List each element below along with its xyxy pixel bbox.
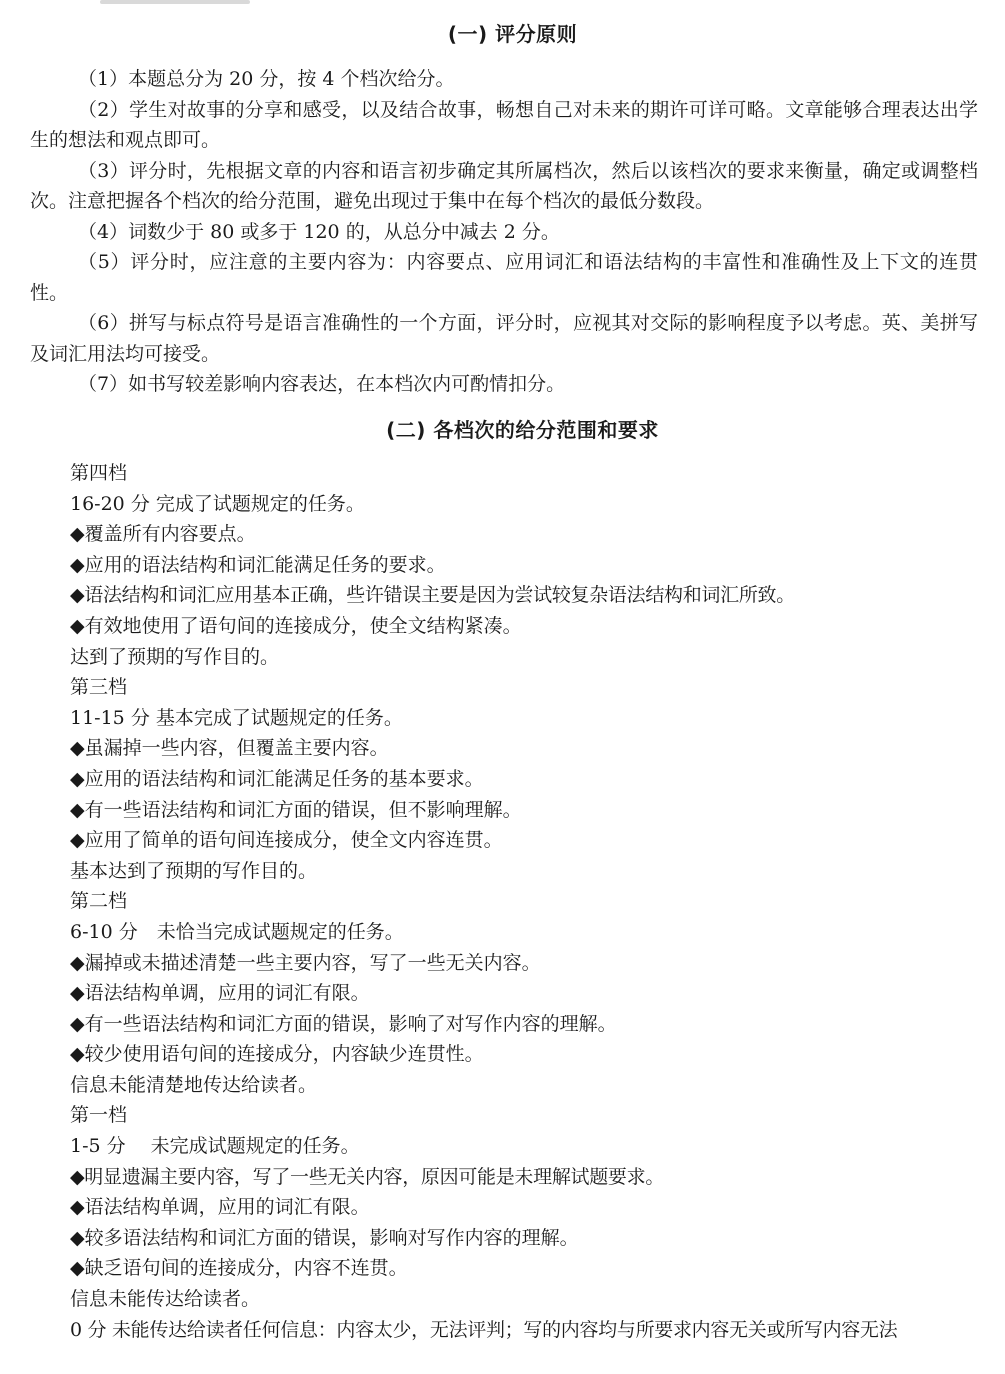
band-bullet: ◆有一些语法结构和词汇方面的错误，但不影响理解。 [70, 798, 522, 821]
band-bullet: ◆较少使用语句间的连接成分，内容缺少连贯性。 [70, 1043, 484, 1066]
score-bands-list [70, 458, 980, 1345]
band-name: 第二档 [70, 890, 128, 913]
principle-item-7: （7）如书写较差影响内容表达，在本档次内可酌情扣分。 [78, 373, 566, 395]
principle-item-3: （3）评分时，先根据文章的内容和语言初步确定其所属档次，然后以该档次的要求来衡量，确定或调整档次。注意把握各个档次的给分范围，避免出现过于集中在每个档次的最低分数段。 [30, 159, 978, 212]
band-name: 第四档 [70, 462, 128, 484]
band-score-line: 6-10 分 未恰当完成试题规定的任务。 [70, 920, 404, 943]
band-score-line: 11-15 分 基本完成了试题规定的任务。 [70, 706, 403, 729]
band-bullet: ◆漏掉或未描述清楚一些主要内容，写了一些无关内容。 [70, 951, 541, 974]
band-name: 第一档 [70, 1104, 128, 1127]
scan-smudge [100, 0, 250, 4]
band-summary: 达到了预期的写作目的。 [70, 645, 280, 668]
band-bullet: ◆应用的语法结构和词汇能满足任务的基本要求。 [70, 767, 484, 790]
band-bullet: ◆有一些语法结构和词汇方面的错误，影响了对写作内容的理解。 [70, 1012, 617, 1035]
band-bullet: ◆语法结构和词汇应用基本正确，些许错误主要是因为尝试较复杂语法结构和词汇所致。 [70, 584, 795, 607]
band-bullet: ◆应用了简单的语句间连接成分，使全文内容连贯。 [70, 829, 503, 852]
principle-item-5: （5）评分时，应注意的主要内容为：内容要点、应用词汇和语法结构的丰富性和准确性及上下文的连贯性。 [30, 251, 978, 304]
band-bullet: ◆明显遗漏主要内容，写了一些无关内容，原因可能是未理解试题要求。 [70, 1165, 665, 1188]
band-name: 第三档 [70, 676, 128, 699]
zero-score-line: 0 分 未能传达给读者任何信息：内容太少，无法评判；写的内容均与所要求内容无关或所写内容无法 [70, 1318, 898, 1341]
band-summary: 基本达到了预期的写作目的。 [70, 859, 318, 882]
band-bullet: ◆缺乏语句间的连接成分，内容不连贯。 [70, 1257, 408, 1280]
band-bullet: ◆有效地使用了语句间的连接成分，使全文结构紧凑。 [70, 614, 522, 637]
band-bullet: ◆应用的语法结构和词汇能满足任务的要求。 [70, 553, 446, 576]
band-score-line: 16-20 分 完成了试题规定的任务。 [70, 492, 365, 515]
section-title-scoring-principles: (一) 评分原则 [447, 22, 578, 46]
band-bullet: ◆覆盖所有内容要点。 [70, 523, 256, 546]
scoring-principles-list [30, 64, 978, 400]
band-bullet: ◆语法结构单调，应用的词汇有限。 [70, 1196, 370, 1219]
band-score-line: 1-5 分 未完成试题规定的任务。 [70, 1135, 360, 1158]
band-bullet: ◆语法结构单调，应用的词汇有限。 [70, 982, 370, 1005]
band-bullet: ◆较多语法结构和词汇方面的错误，影响对写作内容的理解。 [70, 1226, 579, 1249]
principle-item-2: （2）学生对故事的分享和感受，以及结合故事，畅想自己对未来的期许可详可略。文章能够合理表达出学生的想法和观点即可。 [30, 98, 978, 151]
section-title-score-bands: (二) 各档次的给分范围和要求 [386, 418, 659, 442]
band-summary: 信息未能传达给读者。 [70, 1288, 261, 1311]
principle-item-1: （1）本题总分为 20 分，按 4 个档次给分。 [78, 68, 455, 90]
band-bullet: ◆虽漏掉一些内容，但覆盖主要内容。 [70, 737, 389, 760]
principle-item-6: （6）拼写与标点符号是语言准确性的一个方面，评分时，应视其对交际的影响程度予以考虑。英、美拼写及词汇用法均可接受。 [30, 312, 978, 365]
band-summary: 信息未能清楚地传达给读者。 [70, 1073, 318, 1096]
principle-item-4: （4）词数少于 80 或多于 120 的，从总分中减去 2 分。 [78, 220, 560, 243]
